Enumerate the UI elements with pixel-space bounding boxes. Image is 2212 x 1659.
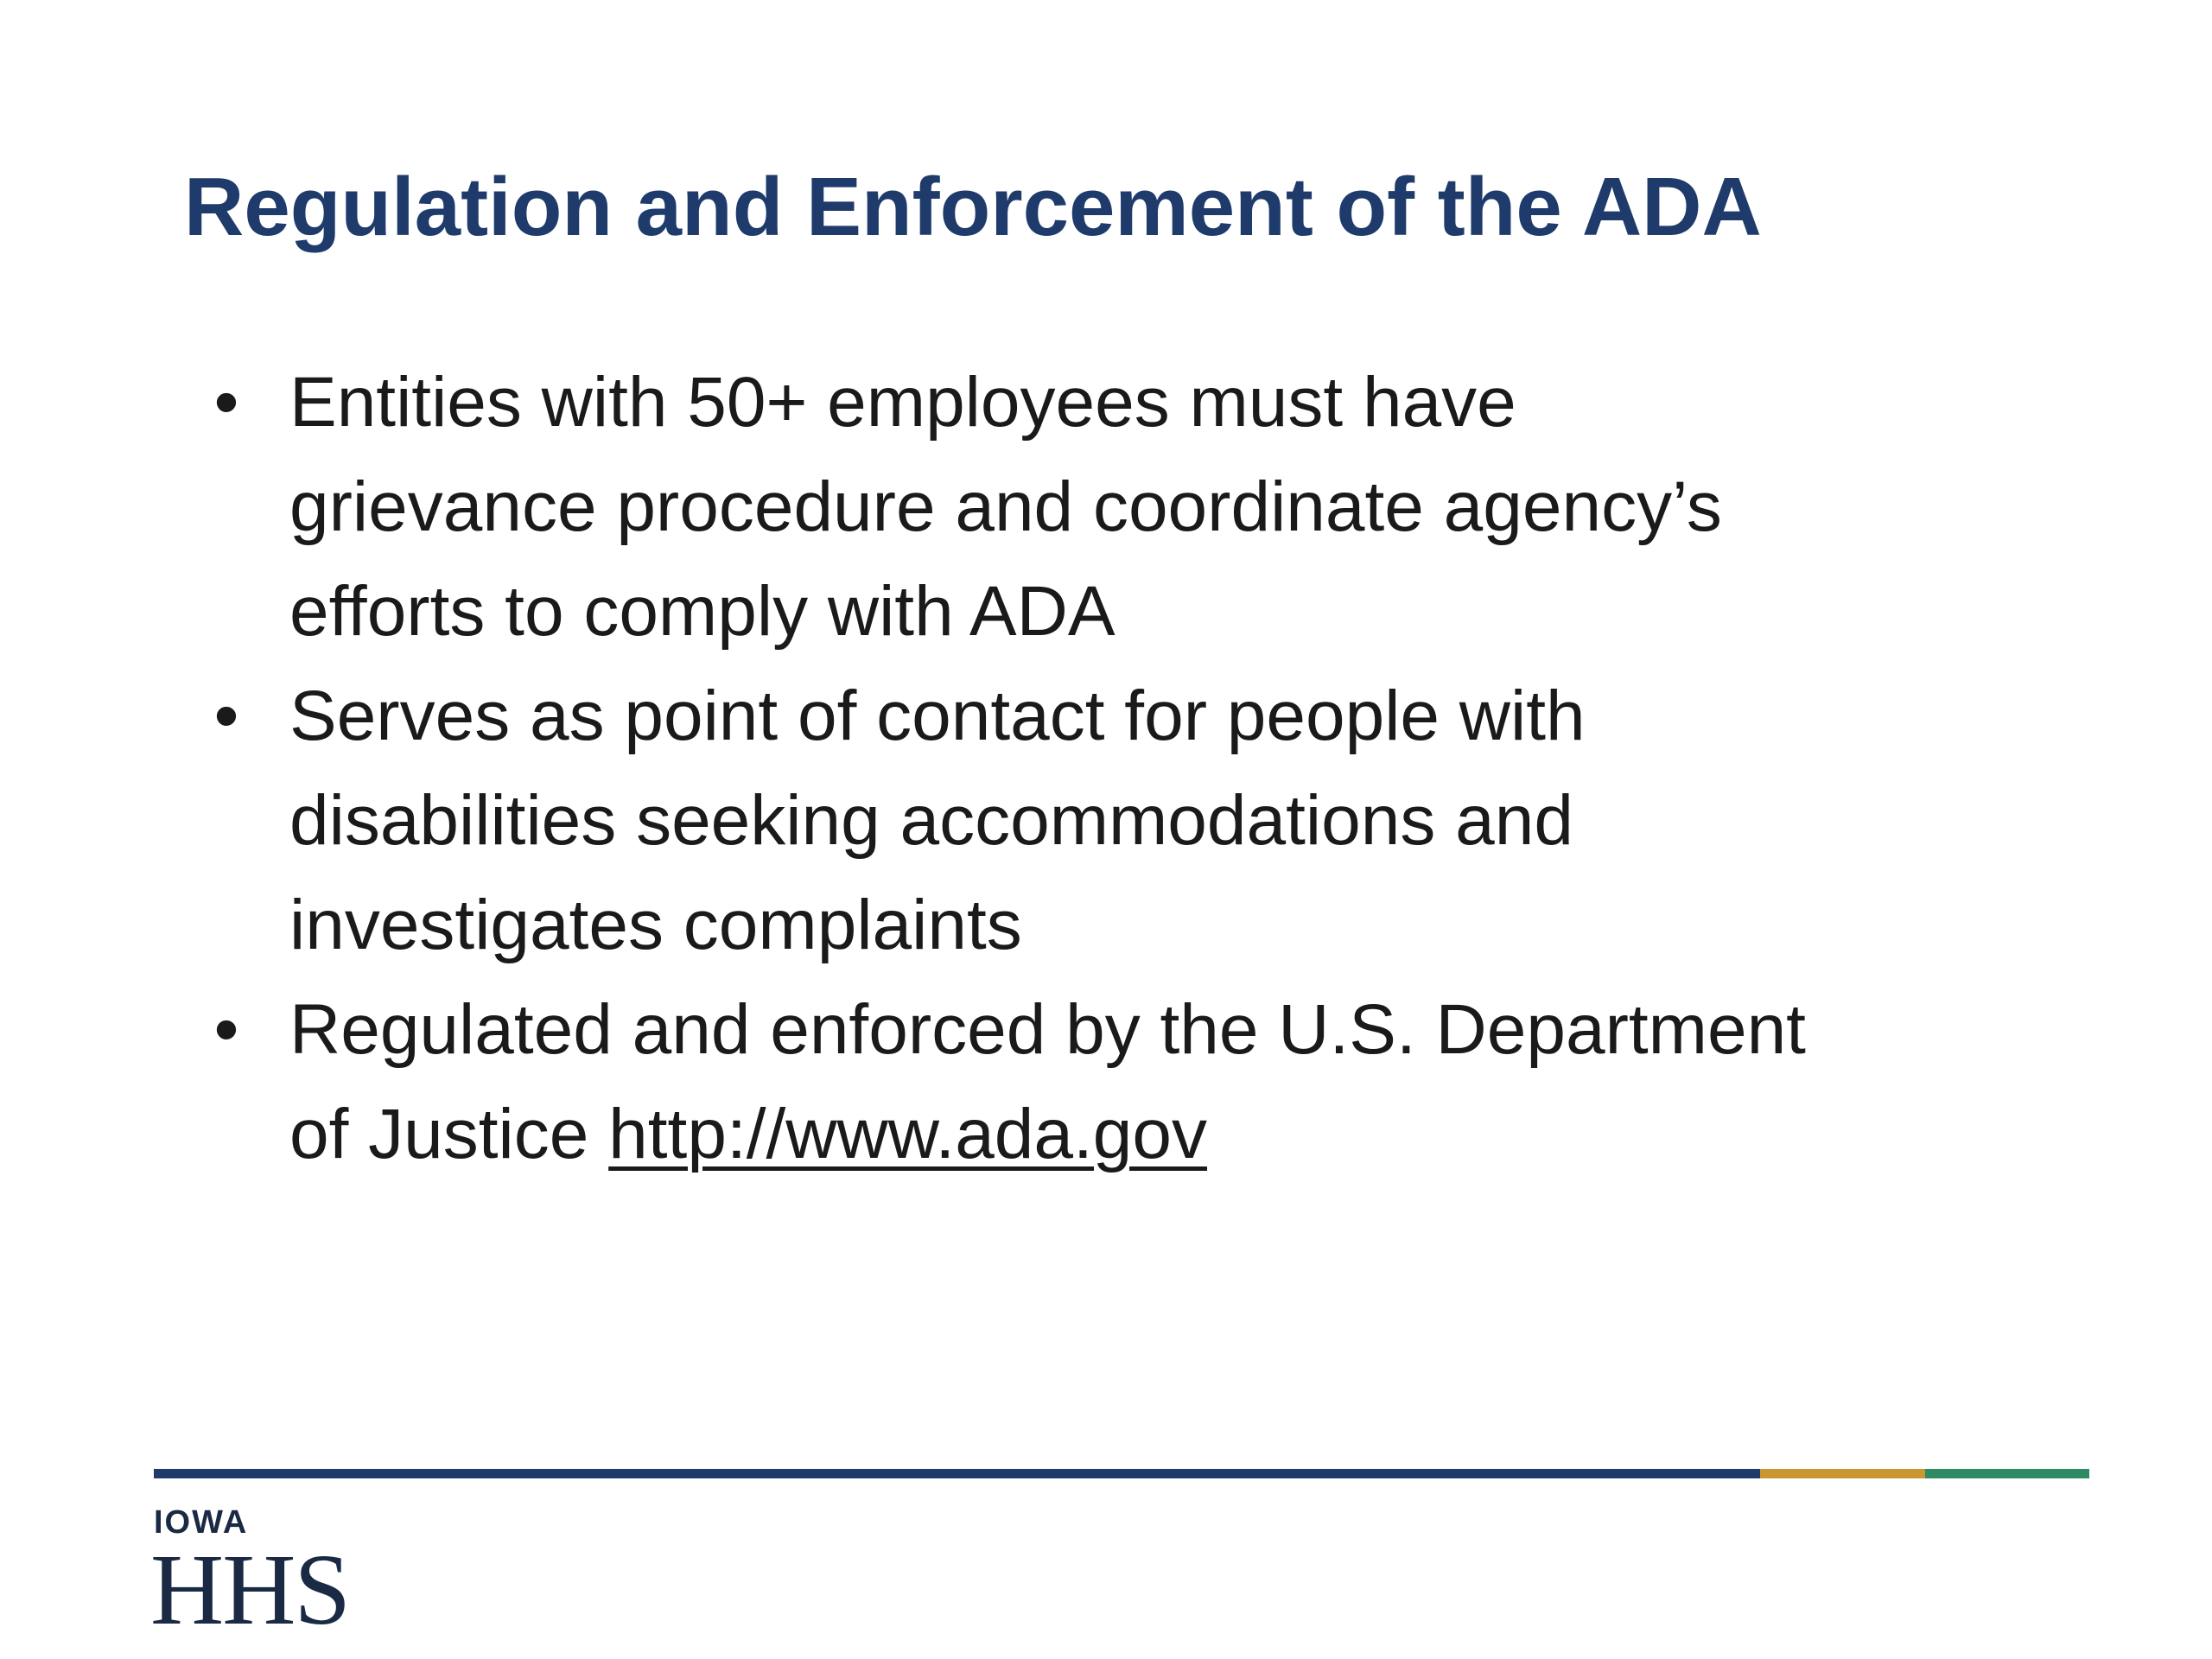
bullet-item — [199, 664, 2056, 977]
footer-divider-gold-segment — [1760, 1469, 1925, 1478]
bullet-text-line: Serves as point of contact for people with — [289, 677, 1586, 755]
bullet-list — [199, 350, 2056, 1186]
bullet-text-line: efforts to comply with ADA — [289, 572, 1116, 651]
slide-title: Regulation and Enforcement of the ADA — [184, 161, 1762, 253]
ada-gov-link[interactable]: http://www.ada.gov — [608, 1095, 1208, 1173]
bullet-marker: • — [213, 677, 239, 755]
bullet-text-line-with-link — [289, 1082, 2056, 1186]
bullet-item — [199, 350, 2056, 664]
bullet-text-line: Regulated and enforced by the U.S. Department — [289, 990, 1806, 1069]
footer-divider — [154, 1469, 2089, 1478]
bullet-marker: • — [213, 990, 239, 1069]
bullet-text-prefix: of Justice — [289, 1095, 609, 1173]
bullet-marker: • — [213, 363, 239, 442]
iowa-hhs-logo — [150, 1503, 378, 1646]
bullet-text-line: grievance procedure and coordinate agency’s — [289, 467, 1722, 546]
bullet-item — [199, 977, 2056, 1186]
bullet-text-line: disabilities seeking accommodations and — [289, 781, 1573, 860]
logo-iowa-text: IOWA — [154, 1504, 249, 1541]
logo-hhs-text: HHS — [150, 1533, 350, 1646]
bullet-text-line: Entities with 50+ employees must have — [289, 363, 1516, 442]
bullet-text-line: investigates complaints — [289, 886, 1022, 964]
footer-divider-green-segment — [1925, 1469, 2089, 1478]
footer-divider-navy-segment — [154, 1469, 1760, 1478]
